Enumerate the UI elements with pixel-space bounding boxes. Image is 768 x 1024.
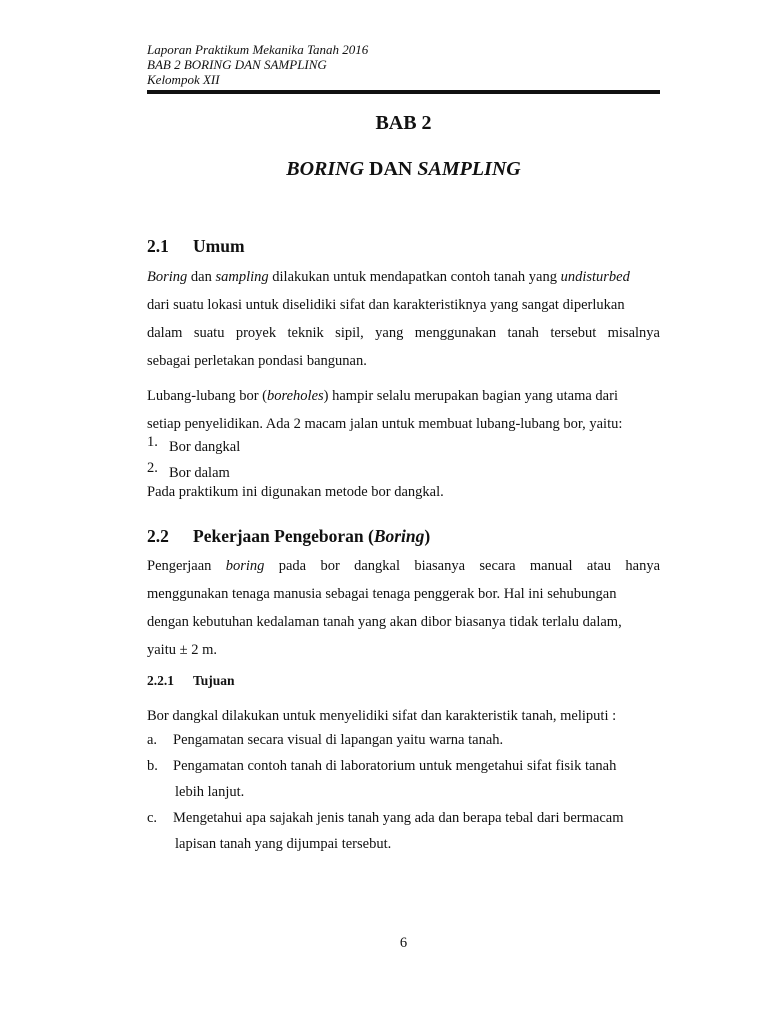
subsection-heading-2-2-1	[147, 672, 235, 690]
lettered-list	[147, 727, 660, 857]
header-rule	[147, 90, 660, 94]
list-item	[147, 805, 660, 857]
italic-term: sampling	[215, 269, 269, 285]
section-heading-2-2	[147, 525, 430, 547]
subsection-title: Tujuan	[193, 673, 235, 688]
header-chapter: BAB 2 BORING DAN SAMPLING	[147, 57, 327, 72]
list-item	[147, 434, 660, 460]
paragraph-pengeboran	[147, 552, 660, 664]
paragraph-umum-closing	[147, 481, 660, 503]
list-marker: c.	[147, 810, 158, 826]
chapter-title-sampling: SAMPLING	[417, 158, 521, 180]
section-number: 2.2	[147, 526, 169, 546]
list-item-text-continued: lebih lanjut.	[175, 784, 245, 800]
text-run: dan	[187, 269, 216, 285]
paragraph-line: Pada praktikum ini digunakan metode bor dangkal.	[147, 484, 444, 500]
list-marker: 2.	[147, 460, 158, 476]
section-title-end: )	[424, 526, 431, 546]
paragraph-line: menggunakan tenaga manusia sebagai tenaga penggerak bor. Hal ini sehubungan	[147, 586, 617, 602]
paragraph-line: sebagai perletakan pondasi bangunan.	[147, 353, 367, 369]
italic-term: Boring	[147, 269, 188, 285]
paragraph-line	[147, 382, 660, 410]
paragraph-line: dalam suatu proyek teknik sipil, yang menggunakan tanah tersebut misalnya	[147, 325, 660, 341]
list-item-text: Pengamatan secara visual di lapangan yaitu warna tanah.	[173, 732, 504, 748]
list-item-text: Bor dangkal	[169, 439, 241, 455]
paragraph-line	[147, 552, 660, 580]
section-title: Pekerjaan Pengeboran (	[193, 526, 374, 546]
paragraph-tujuan-intro	[147, 705, 660, 727]
chapter-title	[147, 157, 660, 181]
section-number: 2.1	[147, 236, 169, 256]
paragraph-line	[147, 263, 660, 291]
list-marker: b.	[147, 758, 158, 774]
list-marker: a.	[147, 732, 158, 748]
italic-term: boreholes	[267, 388, 324, 404]
list-marker: 1.	[147, 434, 158, 450]
section-title-italic: Boring	[373, 526, 425, 546]
chapter-title-dan: DAN	[364, 158, 418, 180]
text-run: ) hampir selalu merupakan bagian yang utama dari	[323, 388, 618, 404]
paragraph-line: Bor dangkal dilakukan untuk menyelidiki sifat dan karakteristik tanah, meliputi :	[147, 708, 617, 724]
section-heading-2-1	[147, 235, 245, 257]
list-item	[147, 753, 660, 805]
paragraph-umum-2	[147, 382, 660, 438]
paragraph-line: setiap penyelidikan. Ada 2 macam jalan untuk membuat lubang-lubang bor, yaitu:	[147, 416, 623, 432]
text-run: dilakukan untuk mendapatkan contoh tanah yang	[268, 269, 561, 285]
text-run: pada bor dangkal biasanya secara manual atau hanya	[264, 558, 660, 574]
italic-term: boring	[225, 558, 265, 574]
header-group: Kelompok XII	[147, 72, 220, 87]
header-report-title: Laporan Praktikum Mekanika Tanah 2016	[147, 42, 369, 57]
paragraph-umum-1	[147, 263, 660, 375]
text-run: Pengerjaan	[147, 558, 226, 574]
list-item	[147, 727, 660, 753]
list-item-text: Bor dalam	[169, 465, 230, 481]
italic-term: undisturbed	[560, 269, 630, 285]
paragraph-line: yaitu ± 2 m.	[147, 642, 217, 658]
page-number: 6	[399, 935, 408, 951]
chapter-number: BAB 2	[375, 112, 432, 134]
list-item-text: Pengamatan contoh tanah di laboratorium untuk mengetahui sifat fisik tanah	[173, 758, 617, 774]
chapter-title-boring: BORING	[286, 158, 365, 180]
list-item-text: Mengetahui apa sajakah jenis tanah yang ada dan berapa tebal dari bermacam	[173, 810, 624, 826]
text-run: Lubang-lubang bor (	[147, 388, 267, 404]
list-item-text-continued: lapisan tanah yang dijumpai tersebut.	[175, 836, 392, 852]
paragraph-line: dengan kebutuhan kedalaman tanah yang akan dibor biasanya tidak terlalu dalam,	[147, 614, 622, 630]
running-header	[147, 42, 660, 87]
paragraph-line: dari suatu lokasi untuk diselidiki sifat dan karakteristiknya yang sangat diperlukan	[147, 297, 625, 313]
subsection-number: 2.2.1	[147, 673, 174, 688]
numbered-list	[147, 434, 660, 486]
section-title: Umum	[193, 236, 245, 256]
